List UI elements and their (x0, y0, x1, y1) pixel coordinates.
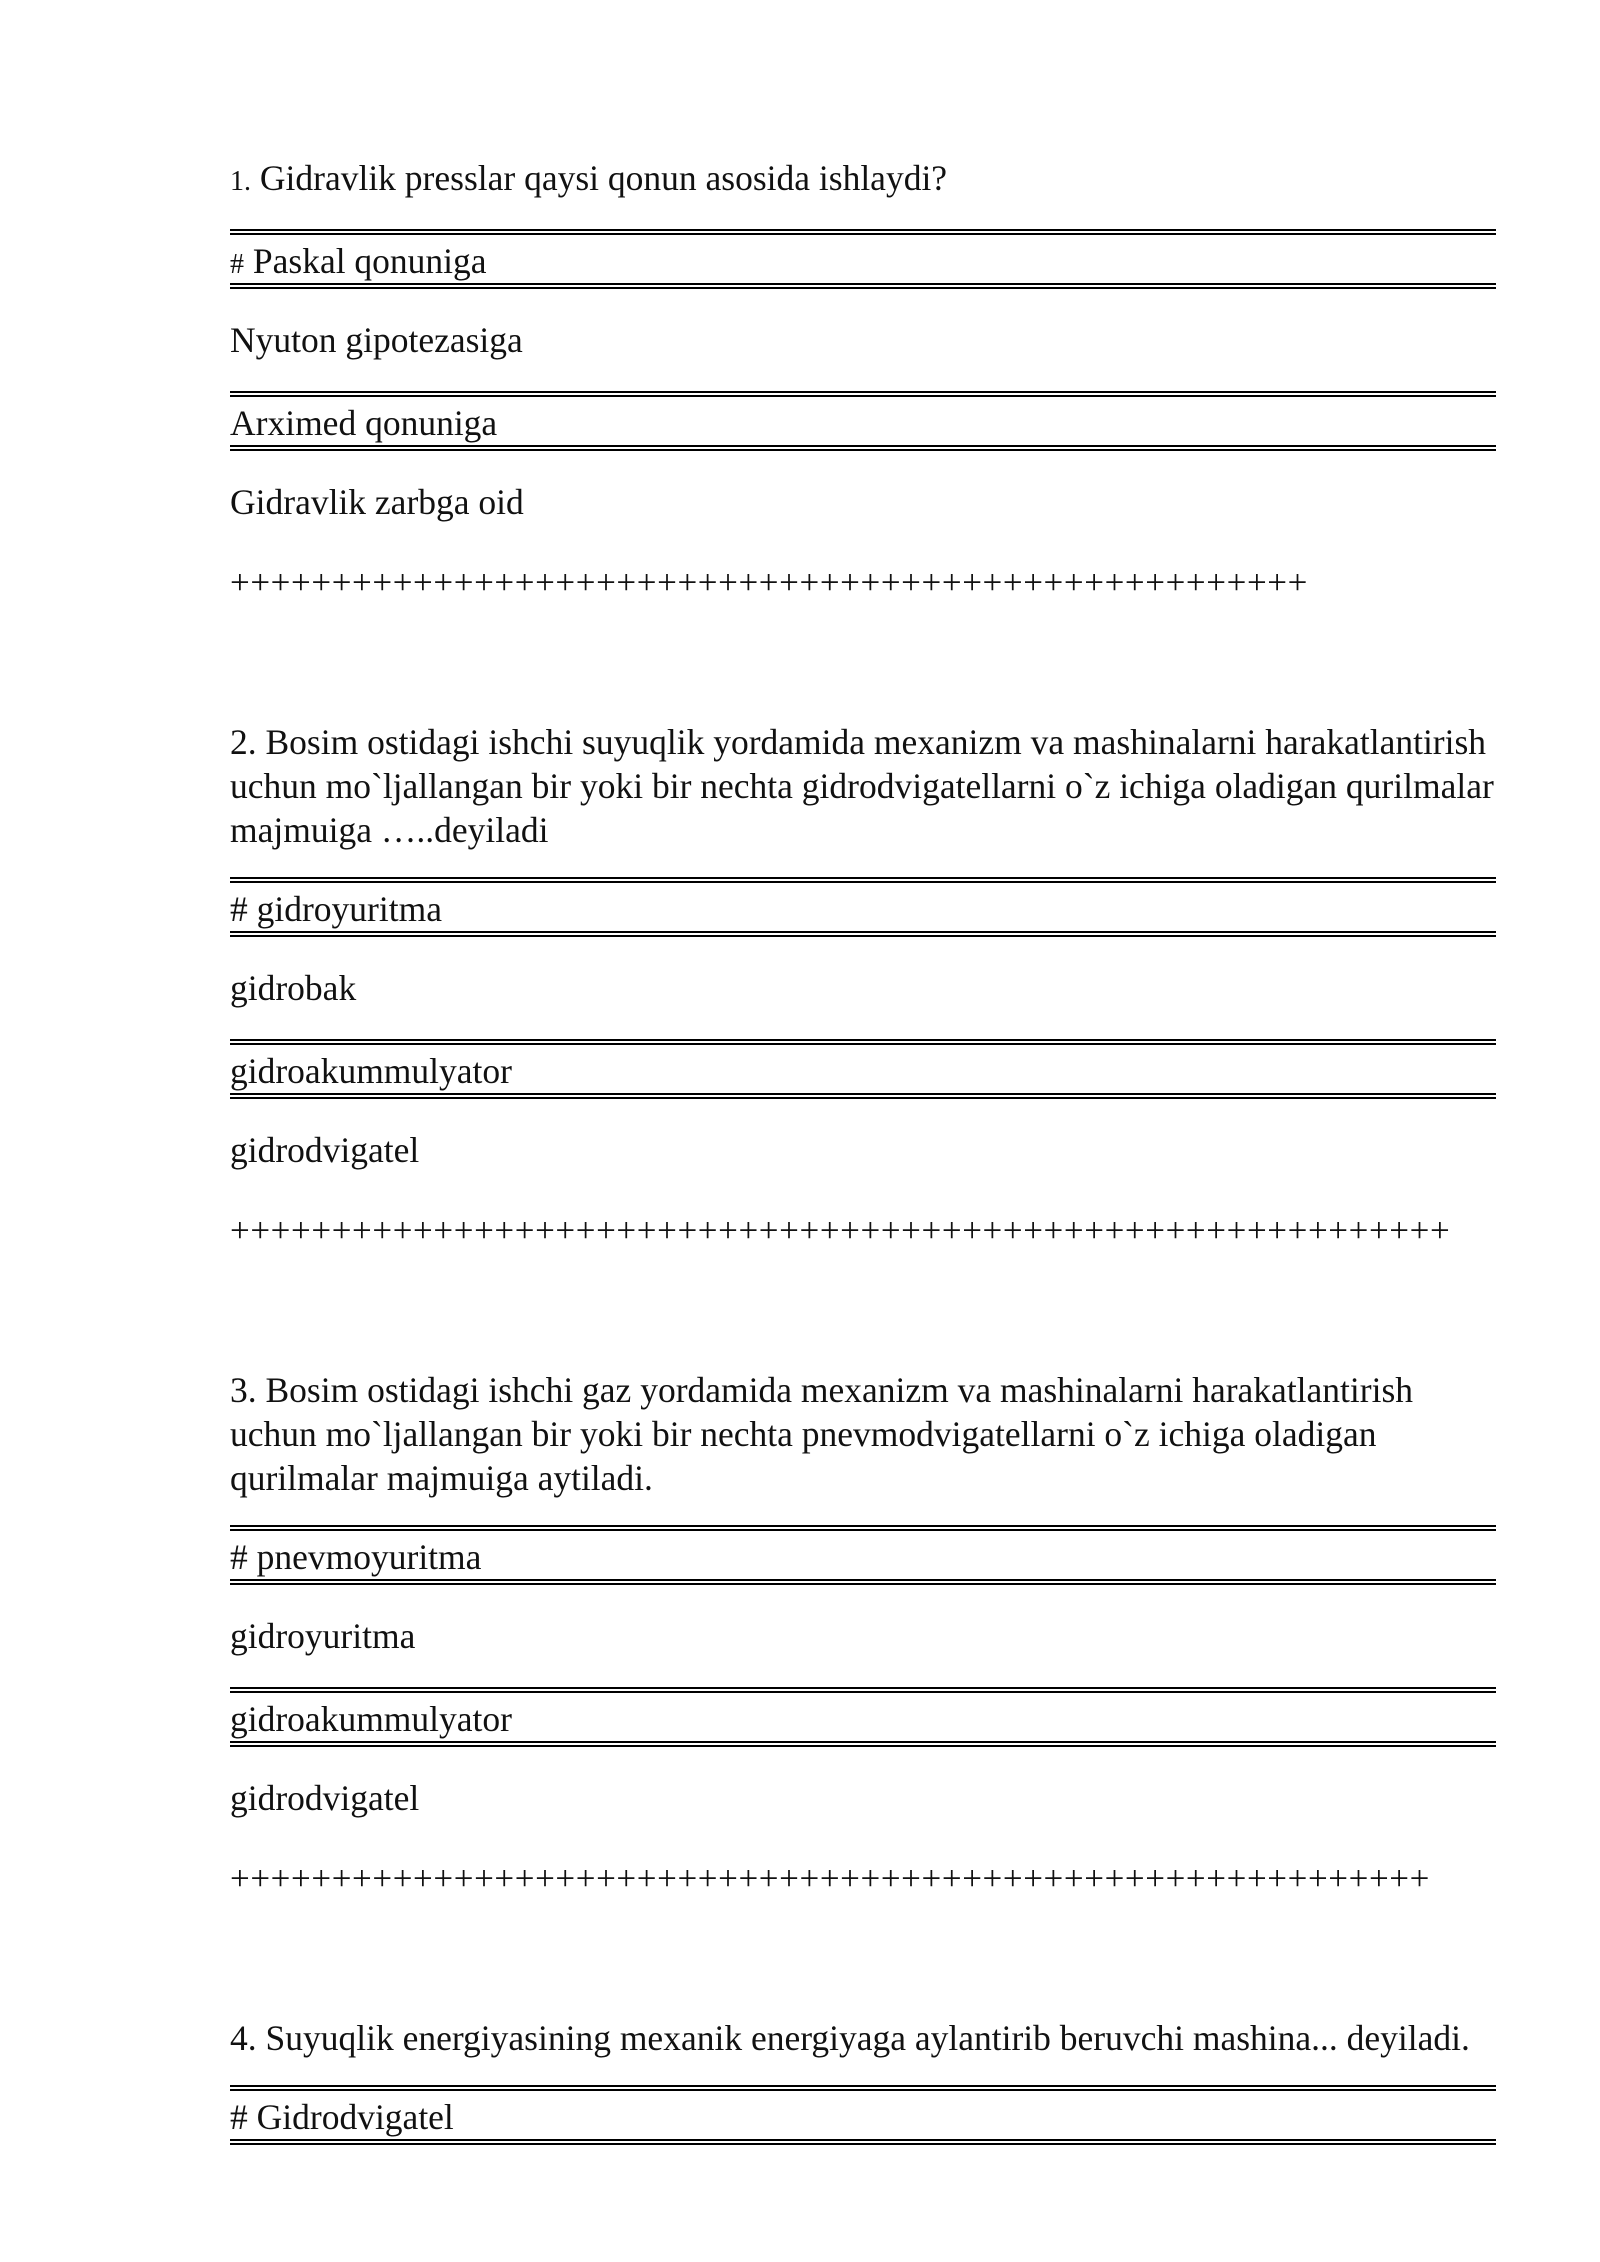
answer-option (230, 937, 1496, 1039)
correct-marker: # (230, 1537, 248, 1577)
answer-text: gidrodvigatel (230, 1130, 420, 1170)
answer-option-correct (230, 2085, 1496, 2145)
question-body: Bosim ostidagi ishchi suyuqlik yordamida mexanizm va mashinalarni harakatlantirish uchun mo`ljallangan bir yoki bir nechta gidrodvigatellarni o`z ichiga oladigan qurilmalar majmuiga …..deyiladi (230, 722, 1494, 850)
answer-text: gidroyuritma (230, 1616, 416, 1656)
question-body: Bosim ostidagi ishchi gaz yordamida mexanizm va mashinalarni harakatlantirish uchun mo`ljallangan bir yoki bir nechta pnevmodvigatellarni o`z ichiga oladigan qurilmalar majmuiga aytiladi. (230, 1370, 1414, 1498)
question-body: Suyuqlik energiyasining mexanik energiyaga aylantirib beruvchi mashina... deyiladi. (265, 2018, 1470, 2058)
answer-option (230, 1747, 1496, 1849)
answer-list (230, 229, 1496, 553)
answer-option (230, 1099, 1496, 1201)
answer-option (230, 289, 1496, 391)
answer-text: Gidravlik zarbga oid (230, 482, 524, 522)
answer-text: Paskal qonuniga (252, 241, 487, 281)
answer-option (230, 1585, 1496, 1687)
question-separator: +++++++++++++++++++++++++++++++++++++++++++++++++++++ (230, 563, 1308, 602)
answer-text: pnevmoyuritma (256, 1537, 482, 1577)
question-separator: ++++++++++++++++++++++++++++++++++++++++++++++++++++++++++++ (230, 1211, 1451, 1250)
answer-option (230, 391, 1496, 451)
question-2 (230, 714, 1496, 1251)
answer-text: gidrodvigatel (230, 1778, 420, 1818)
test-content (230, 150, 1496, 2256)
answer-list (230, 1525, 1496, 1849)
question-number: 2. (230, 722, 257, 762)
answer-option-correct (230, 877, 1496, 937)
correct-marker: # (230, 249, 244, 280)
answer-text: Arximed qonuniga (230, 403, 498, 443)
question-number: 3. (230, 1370, 257, 1410)
answer-option (230, 1039, 1496, 1099)
answer-text: gidroakummulyator (230, 1699, 512, 1739)
answer-list (230, 877, 1496, 1201)
question-separator: +++++++++++++++++++++++++++++++++++++++++++++++++++++++++++ (230, 1859, 1430, 1898)
question-1 (230, 150, 1496, 603)
question-number: 1. (230, 166, 251, 197)
correct-marker: # (230, 2097, 248, 2137)
answer-option (230, 1687, 1496, 1747)
answer-text: gidrobak (230, 968, 357, 1008)
question-4 (230, 2010, 1496, 2145)
answer-text: gidroyuritma (256, 889, 442, 929)
question-3 (230, 1362, 1496, 1899)
answer-text: gidroakummulyator (230, 1051, 512, 1091)
correct-marker: # (230, 889, 248, 929)
question-body: Gidravlik presslar qaysi qonun asosida ishlaydi? (259, 158, 948, 198)
question-text (230, 714, 1496, 877)
question-text (230, 2010, 1496, 2085)
answer-list (230, 2085, 1496, 2145)
answer-text: Gidrodvigatel (256, 2097, 454, 2137)
answer-option-correct (230, 229, 1496, 289)
answer-text: Nyuton gipotezasiga (230, 320, 523, 360)
question-text (230, 1362, 1496, 1525)
answer-option (230, 451, 1496, 553)
answer-option-correct (230, 1525, 1496, 1585)
question-number: 4. (230, 2018, 257, 2058)
question-text (230, 150, 1496, 229)
